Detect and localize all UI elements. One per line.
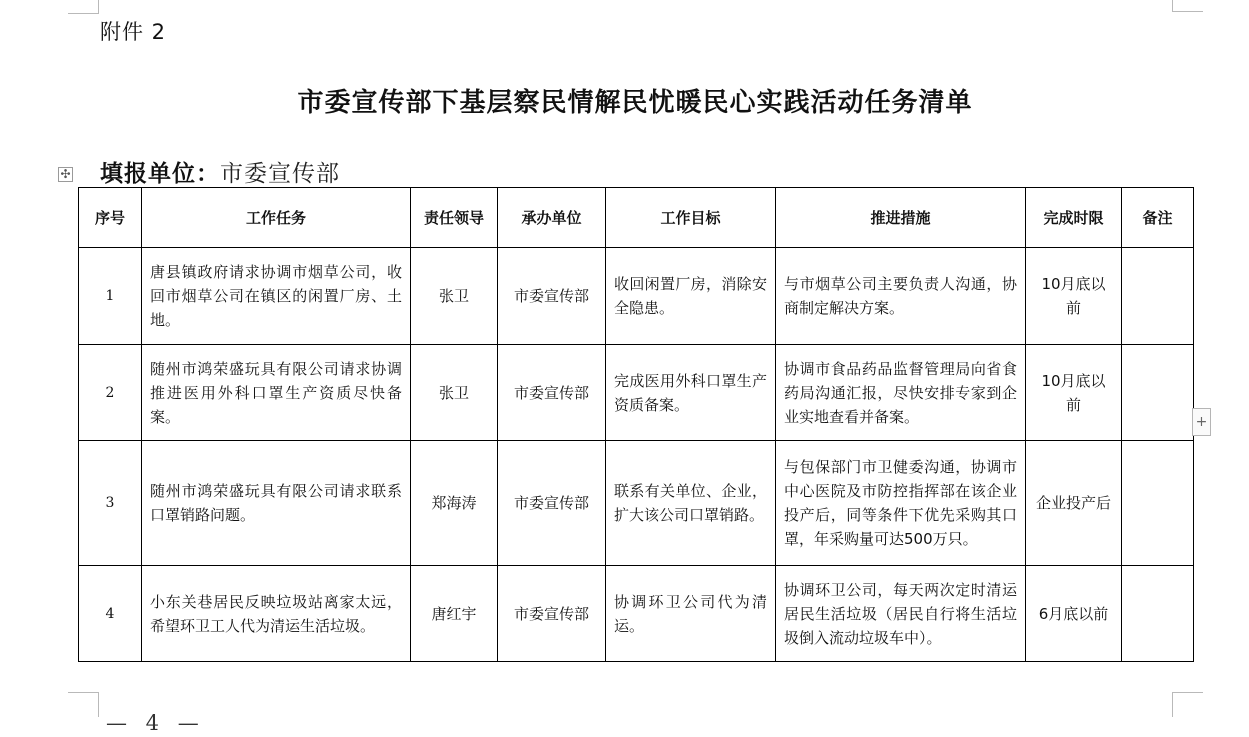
cell-unit: 市委宣传部: [498, 345, 606, 441]
cell-goal: 完成医用外科口罩生产资质备案。: [606, 345, 776, 441]
cell-no: 4: [79, 566, 142, 662]
cell-no: 3: [79, 441, 142, 566]
crop-mark-top-right: [1172, 0, 1203, 12]
cell-task: 随州市鸿荣盛玩具有限公司请求联系口罩销路问题。: [142, 441, 411, 566]
cell-deadline: 企业投产后: [1026, 441, 1122, 566]
cell-unit: 市委宣传部: [498, 248, 606, 345]
cell-unit: 市委宣传部: [498, 441, 606, 566]
cell-remarks: [1122, 566, 1194, 662]
header-no: 序号: [79, 188, 142, 248]
cell-no: 2: [79, 345, 142, 441]
header-task: 工作任务: [142, 188, 411, 248]
reporting-unit-value: 市委宣传部: [220, 161, 340, 187]
table-move-handle-icon[interactable]: ✣: [58, 167, 73, 182]
header-deadline: 完成时限: [1026, 188, 1122, 248]
crop-mark-top-left: [68, 0, 99, 14]
cell-goal: 协调环卫公司代为清运。: [606, 566, 776, 662]
page-title: 市委宣传部下基层察民情解民忧暖民心实践活动任务清单: [297, 88, 973, 118]
cell-deadline: 10月底以前: [1026, 248, 1122, 345]
table-header-row: [79, 188, 1194, 248]
cell-leader: 张卫: [411, 248, 498, 345]
table-row: [79, 345, 1194, 441]
reporting-unit-label: 填报单位：: [100, 161, 220, 187]
crop-mark-bottom-left: [68, 692, 99, 717]
cell-measures: 协调市食品药品监督管理局向省食药局沟通汇报，尽快安排专家到企业实地查看并备案。: [776, 345, 1026, 441]
cell-task: 唐县镇政府请求协调市烟草公司，收回市烟草公司在镇区的闲置厂房、土地。: [142, 248, 411, 345]
header-measures: 推进措施: [776, 188, 1026, 248]
task-table: [78, 187, 1194, 662]
cell-task: 随州市鸿荣盛玩具有限公司请求协调推进医用外科口罩生产资质尽快备案。: [142, 345, 411, 441]
cell-goal: 联系有关单位、企业，扩大该公司口罩销路。: [606, 441, 776, 566]
cell-no: 1: [79, 248, 142, 345]
attachment-label: 附件 2: [100, 20, 167, 44]
cell-leader: 张卫: [411, 345, 498, 441]
cell-unit: 市委宣传部: [498, 566, 606, 662]
page-number: — 4 —: [106, 711, 205, 735]
crop-mark-bottom-right: [1172, 692, 1203, 717]
cell-leader: 唐红宇: [411, 566, 498, 662]
table-row: [79, 566, 1194, 662]
table-row: [79, 441, 1194, 566]
table-row: [79, 248, 1194, 345]
cell-deadline: 10月底以前: [1026, 345, 1122, 441]
cell-remarks: [1122, 441, 1194, 566]
reporting-unit: [100, 155, 340, 188]
cell-measures: 与包保部门市卫健委沟通，协调市中心医院及市防控指挥部在该企业投产后，同等条件下优先采购其口罩，年采购量可达500万只。: [776, 441, 1026, 566]
cell-goal: 收回闲置厂房，消除安全隐患。: [606, 248, 776, 345]
header-unit: 承办单位: [498, 188, 606, 248]
header-leader: 责任领导: [411, 188, 498, 248]
cell-remarks: [1122, 248, 1194, 345]
cell-measures: 与市烟草公司主要负责人沟通，协商制定解决方案。: [776, 248, 1026, 345]
header-remarks: 备注: [1122, 188, 1194, 248]
cell-deadline: 6月底以前: [1026, 566, 1122, 662]
cell-task: 小东关巷居民反映垃圾站离家太远，希望环卫工人代为清运生活垃圾。: [142, 566, 411, 662]
header-goal: 工作目标: [606, 188, 776, 248]
add-column-plus-icon[interactable]: +: [1192, 408, 1211, 436]
cell-measures: 协调环卫公司，每天两次定时清运居民生活垃圾（居民自行将生活垃圾倒入流动垃圾车中）。: [776, 566, 1026, 662]
cell-leader: 郑海涛: [411, 441, 498, 566]
cell-remarks: [1122, 345, 1194, 441]
